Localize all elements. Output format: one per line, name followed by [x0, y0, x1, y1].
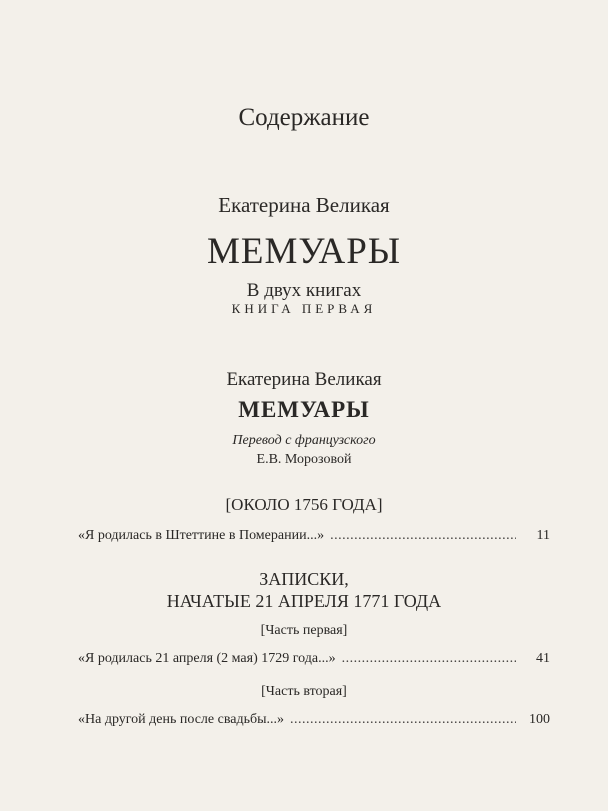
toc-entry-page: 41 — [536, 651, 550, 666]
toc-entry[interactable] — [78, 528, 550, 544]
translator-name: Е.В. Морозовой — [256, 452, 352, 467]
contents-heading: Содержание — [238, 104, 370, 131]
toc-entry-page: 11 — [536, 528, 550, 543]
section-heading-1756: [ОКОЛО 1756 ГОДА] — [225, 495, 383, 514]
toc-entry[interactable] — [78, 651, 550, 667]
section-heading-notes: ЗАПИСКИ, — [259, 569, 349, 589]
book1-volume: КНИГА ПЕРВАЯ — [231, 301, 377, 316]
part-two-heading: [Часть вторая] — [261, 684, 347, 699]
book1-subtitle: В двух книгах — [246, 280, 362, 301]
book1-title: МЕМУАРЫ — [206, 231, 402, 272]
toc-leader-dots — [290, 712, 516, 728]
toc-entry-title: «На другой день после свадьбы...» — [78, 712, 285, 727]
toc-entry-title: «Я родилась в Штеттине в Померании...» — [78, 528, 325, 543]
toc-entry[interactable] — [78, 712, 550, 728]
translation-credit: Перевод с французского — [232, 433, 376, 448]
toc-leader-dots — [330, 528, 516, 544]
toc-entry-title: «Я родилась 21 апреля (2 мая) 1729 года...» — [78, 651, 336, 666]
toc-entry-page: 100 — [529, 712, 550, 727]
part-one-heading: [Часть первая] — [260, 623, 348, 638]
toc-leader-dots — [342, 651, 516, 667]
book2-title: МЕМУАРЫ — [238, 397, 370, 422]
section-heading-notes-date: НАЧАТЫЕ 21 АПРЕЛЯ 1771 ГОДА — [166, 591, 442, 611]
book2-author: Екатерина Великая — [226, 369, 382, 390]
book1-author: Екатерина Великая — [218, 193, 390, 217]
